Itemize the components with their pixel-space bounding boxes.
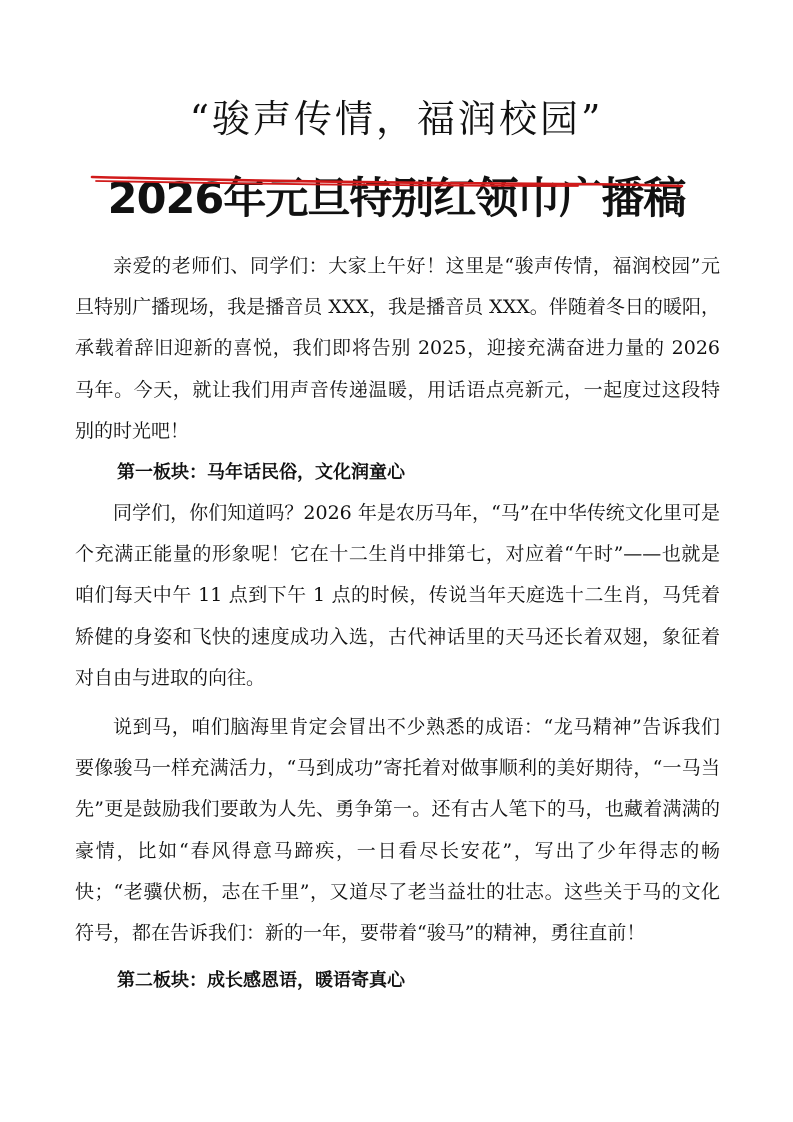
section-1-paragraph-2: 说到马，咱们脑海里肯定会冒出不少熟悉的成语：“龙马精神”告诉我们要像骏马一样充满活力，“马到成功”寄托着对做事顺利的美好期待，“一马当先”更是鼓励我们要敢为人先、勇争第一。还有古人笔下的马，也藏着满满的豪情，比如“春风得意马蹄疾，一日看尽长安花”，写出了少年得志的畅快；“老骥伏枥，志在千里”，又道尽了老当益壮的壮志。这些关于马的文化符号，都在告诉我们：新的一年，要带着“骏马”的精神，勇往直前！ bbox=[75, 716, 720, 945]
intro-paragraph: 亲爱的老师们、同学们：大家上午好！这里是“骏声传情，福润校园”元旦特别广播现场，我是播音员 XXX，我是播音员 XXX。伴随着冬日的暖阳，承载着辞旧迎新的喜悦，我们即将告别 2025，迎接充满奋进力量的 2026 马年。今天，就让我们用声音传递温暖，用话语点亮新元，一起度过这段特别的时光吧！ bbox=[75, 255, 720, 442]
section-1-heading: 第一板块：马年话民俗，文化润童心 bbox=[117, 462, 405, 484]
body-text bbox=[75, 246, 720, 1001]
title-line-1: “骏声传情，福润校园” bbox=[189, 97, 604, 141]
section-1-paragraph-1: 同学们，你们知道吗？2026 年是农历马年，“马”在中华传统文化里可是个充满正能量的形象呢！它在十二生肖中排第七，对应着“午时”——也就是咱们每天中午 11 点到下午 1 点的时候，传说当年天庭选十二生肖，马凭着矫健的身姿和飞快的速度成功入选，古代神话里的天马还长着双翅，象征着对自由与进取的向往。 bbox=[75, 502, 720, 689]
section-2-heading: 第二板块：成长感恩语，暖语寄真心 bbox=[117, 970, 405, 992]
title-line-2: 2026年元旦特别红领巾广播稿 bbox=[107, 174, 686, 224]
title-line-2-container bbox=[0, 168, 793, 230]
